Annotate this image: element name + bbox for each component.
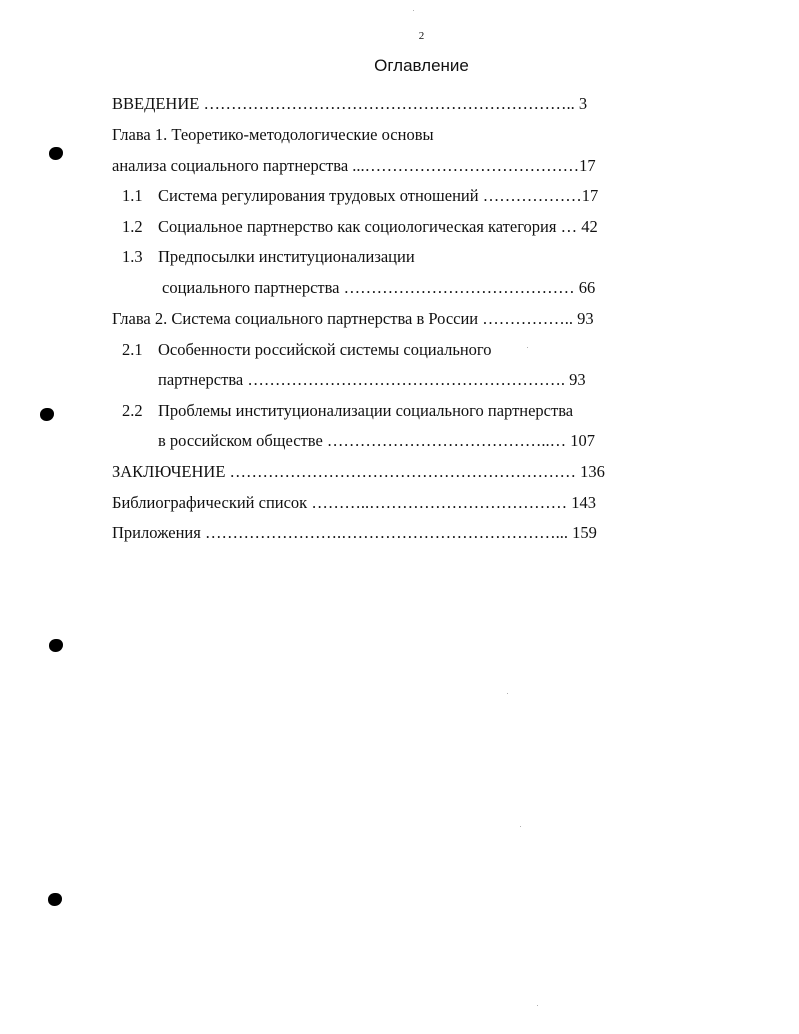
toc-entry-text: партнерства …………………………………………………. 93 xyxy=(158,370,586,389)
toc-entry-number: 1.2 xyxy=(122,217,143,236)
toc-entry-text: Проблемы институционализации социального партнерства xyxy=(158,401,574,420)
toc-entry-appendices[interactable] xyxy=(112,523,597,543)
toc-entry-introduction[interactable] xyxy=(112,94,587,114)
scan-speck xyxy=(520,826,521,827)
toc-entry-number: 1.3 xyxy=(122,247,143,266)
toc-entry-number: 2.2 xyxy=(122,401,143,420)
toc-entry-chapter-1[interactable] xyxy=(112,125,434,145)
toc-entry-text: Система регулирования трудовых отношений ………………17 xyxy=(158,186,599,205)
page-number: 2 xyxy=(418,30,425,42)
toc-entry-text: Приложения …………………….…………………………………... 159 xyxy=(112,523,597,542)
toc-entry-chapter-2[interactable] xyxy=(112,309,594,329)
toc-entry-section-1-3[interactable] xyxy=(122,247,415,267)
punch-hole xyxy=(40,408,54,421)
toc-entry-section-1-1[interactable] xyxy=(122,186,598,206)
toc-entry-number: 1.1 xyxy=(122,186,143,205)
toc-entry-text: Библиографический список ………..……………………………… 143 xyxy=(112,493,596,512)
toc-entry-text: Предпосылки институционализации xyxy=(158,247,415,266)
toc-entry-bibliography[interactable] xyxy=(112,493,596,513)
toc-entry-section-2-1[interactable] xyxy=(122,340,492,360)
toc-entry-text: в российском обществе …………………………………..… 107 xyxy=(158,431,596,450)
toc-entry-section-2-2-continued[interactable] xyxy=(158,431,595,451)
toc-entry-section-2-2[interactable] xyxy=(122,401,573,421)
scan-speck xyxy=(537,1005,538,1006)
punch-hole xyxy=(49,147,63,160)
toc-entry-text: ВВЕДЕНИЕ ………………………………………………………….. 3 xyxy=(112,94,588,113)
toc-entry-text: ЗАКЛЮЧЕНИЕ ……………………………………………………… 136 xyxy=(112,462,605,481)
toc-entry-text: Глава 2. Система социального партнерства в России …………….. 93 xyxy=(112,309,594,328)
scan-speck xyxy=(413,10,414,11)
scan-speck xyxy=(507,693,508,694)
toc-entry-text: социального партнерства …………………………………… 66 xyxy=(162,278,596,297)
toc-entry-conclusion[interactable] xyxy=(112,462,605,482)
toc-entry-number: 2.1 xyxy=(122,340,143,359)
toc-entry-text: Глава 1. Теоретико-методологические основы xyxy=(112,125,434,144)
toc-entry-section-1-3-continued[interactable] xyxy=(162,278,595,298)
punch-hole xyxy=(48,893,62,906)
scan-speck xyxy=(527,347,528,348)
toc-entry-text: Особенности российской системы социального xyxy=(158,340,492,359)
toc-entry-section-2-1-continued[interactable] xyxy=(158,370,586,390)
toc-entry-text: Социальное партнерство как социологическая категория … 42 xyxy=(158,217,598,236)
punch-hole xyxy=(49,639,63,652)
page-title: Оглавление xyxy=(374,56,469,75)
toc-entry-text: анализа социального партнерства ...…………………………………17 xyxy=(112,156,596,175)
toc-entry-section-1-2[interactable] xyxy=(122,217,598,237)
toc-entry-chapter-1-continued[interactable] xyxy=(112,156,596,176)
